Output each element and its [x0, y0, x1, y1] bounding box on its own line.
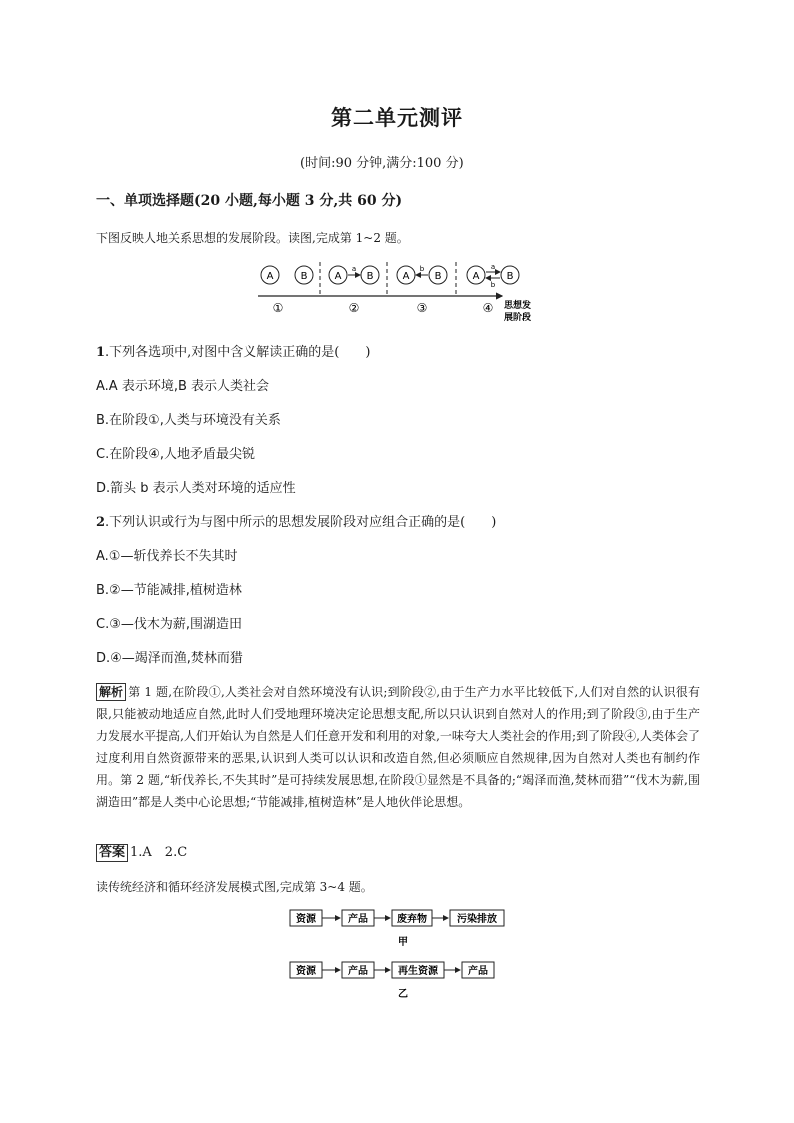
arrow-b-label: b — [419, 265, 425, 273]
arrow-b-label: b — [490, 281, 496, 289]
question-text: .下列认识或行为与图中所示的思想发展阶段对应组合正确的是( ) — [105, 515, 497, 530]
box-product-label: 产品 — [348, 966, 368, 977]
node-b: B — [506, 271, 514, 282]
box-resource-label: 资源 — [296, 966, 316, 977]
q1-option-d: D.箭头 b 表示人类对环境的适应性 — [96, 481, 296, 496]
box-waste-label: 废弃物 — [397, 914, 427, 925]
stage-2-nodes — [329, 265, 379, 284]
question-2 — [96, 511, 496, 530]
stage-4-nodes — [467, 263, 519, 289]
question-number: 2 — [96, 515, 106, 530]
question-1 — [96, 341, 370, 360]
intro-q3-4: 读传统经济和循环经济发展模式图,完成第 3~4 题。 — [96, 880, 373, 894]
box-recycled-resource-label: 再生资源 — [398, 966, 438, 977]
stage-label-4: ④ — [482, 301, 494, 315]
node-a: A — [472, 271, 480, 282]
q1-option-a: A.A 表示环境,B 表示人类社会 — [96, 379, 270, 394]
q2-option-d: D.④—竭泽而渔,焚林而猎 — [96, 651, 243, 666]
answer-text: 1.A 2.C — [130, 845, 188, 860]
stage-1-nodes — [261, 266, 313, 284]
node-b: B — [366, 271, 374, 282]
node-b: B — [300, 271, 308, 282]
analysis-tag: 解析 — [96, 683, 126, 701]
answer-tag: 答案 — [96, 844, 128, 862]
stage-diagram — [256, 260, 556, 330]
arrow-a-label: a — [351, 265, 357, 273]
arrow-a-label: a — [490, 263, 496, 271]
question-number: 1 — [96, 345, 106, 360]
node-a: A — [402, 271, 410, 282]
analysis-block — [96, 681, 700, 813]
diagram-label-jia: 甲 — [398, 937, 408, 948]
stage-label-1: ① — [272, 301, 284, 315]
intro-q1-2: 下图反映人地关系思想的发展阶段。读图,完成第 1~2 题。 — [96, 231, 409, 245]
exam-meta: (时间:90 分钟,满分:100 分) — [300, 156, 464, 171]
q1-option-b: B.在阶段①,人类与环境没有关系 — [96, 413, 281, 428]
box-resource-label: 资源 — [296, 914, 316, 925]
axis-label-line1: 思想发 — [504, 301, 532, 311]
page-title: 第二单元测评 — [331, 105, 463, 130]
box-product-label: 产品 — [468, 966, 488, 977]
stage-label-3: ③ — [416, 301, 428, 315]
stage-label-2: ② — [348, 301, 360, 315]
box-product-label: 产品 — [348, 914, 368, 925]
node-b: B — [434, 271, 442, 282]
node-a: A — [266, 271, 274, 282]
answer-block — [96, 841, 187, 862]
stage-3-nodes — [397, 265, 447, 284]
q2-option-a: A.①—斩伐养长不失其时 — [96, 549, 238, 564]
node-a: A — [334, 271, 342, 282]
section-heading: 一、单项选择题(20 小题,每小题 3 分,共 60 分) — [96, 193, 403, 209]
q2-option-b: B.②—节能减排,植树造林 — [96, 583, 242, 598]
q1-option-c: C.在阶段④,人地矛盾最尖锐 — [96, 447, 255, 462]
economy-diagram — [288, 906, 528, 1006]
axis-label-line2: 展阶段 — [504, 313, 532, 323]
diagram-label-yi: 乙 — [398, 989, 408, 1000]
analysis-text: 第 1 题,在阶段①,人类社会对自然环境没有认识;到阶段②,由于生产力水平比较低下,人们对自然的认识很有限,只能被动地适应自然,此时人们受地理环境决定论思想支配,所以只认识到自然对人的作用;到了阶段③,由于生产力发展水平提高,人们开始认为自然是人们任意开发和利用的对象,一味夸大人类社会的作用;到了阶段④,人类体会了过度利用自然资源带来的恶果,认识到人类可以认识和改造自然,但必须顺应自然规律,因为自然对人类也有制约作用。第 2 题,“斩伐养长,不失其时”是可持续发展思想,在阶段①显然是不具备的;“竭泽而渔,焚林而猎”“伐木为薪,围湖造田”都是人类中心论思想;“节能减排,植树造林”是人地伙伴论思想。 — [96, 685, 700, 809]
q2-option-c: C.③—伐木为薪,围湖造田 — [96, 617, 242, 632]
box-pollution-label: 污染排放 — [457, 914, 497, 925]
question-text: .下列各选项中,对图中含义解读正确的是( ) — [105, 345, 371, 360]
